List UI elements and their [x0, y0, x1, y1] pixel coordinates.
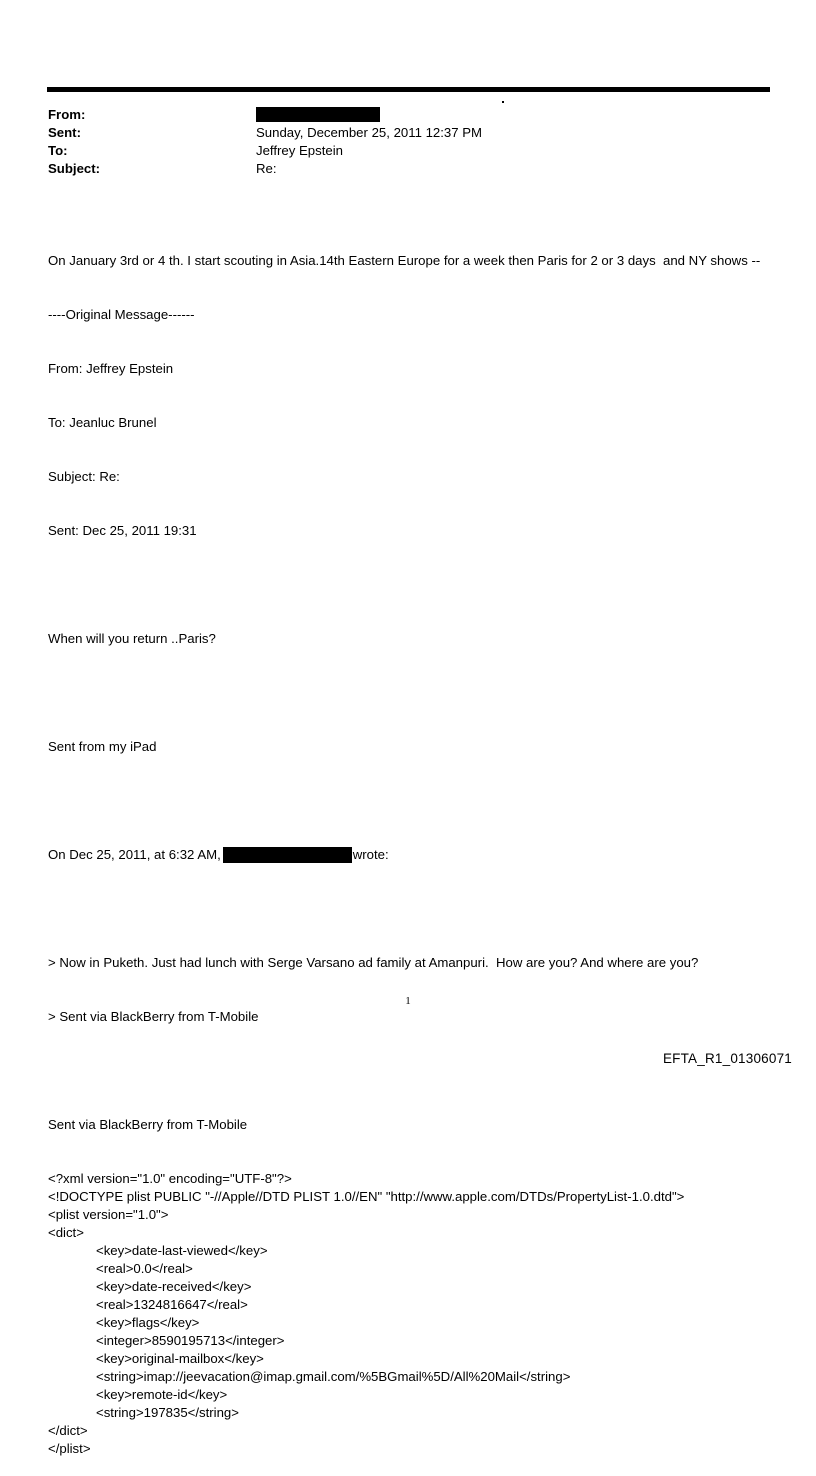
question-line: When will you return ..Paris? — [48, 631, 216, 646]
to-row — [48, 142, 768, 160]
from-row — [48, 106, 768, 124]
original-from: From: Jeffrey Epstein — [48, 361, 174, 376]
page-number: 1 — [405, 995, 411, 1007]
to-label: To: — [48, 143, 68, 158]
plist-line: <!DOCTYPE plist PUBLIC "-//Apple//DTD PLIST 1.0//EN" "http://www.apple.com/DTDs/PropertyList-1.0.dtd"> — [48, 1189, 685, 1204]
ipad-signature: Sent from my iPad — [48, 739, 157, 754]
plist-block — [48, 1170, 788, 1458]
plist-line: <real>0.0</real> — [96, 1261, 193, 1276]
plist-line: </dict> — [48, 1423, 88, 1438]
wrote-line — [48, 846, 788, 864]
quoted-line: > Now in Puketh. Just had lunch with Serge Varsano ad family at Amanpuri. How are you? And where are you? — [48, 955, 699, 970]
email-body — [48, 216, 788, 1476]
subject-value: Re: — [256, 161, 277, 176]
blackberry-signature: Sent via BlackBerry from T-Mobile — [48, 1117, 248, 1132]
email-header — [48, 106, 768, 178]
wrote-prefix: On Dec 25, 2011, at 6:32 AM, — [48, 847, 221, 862]
plist-line: <key>date-received</key> — [96, 1279, 252, 1294]
plist-line: <key>original-mailbox</key> — [96, 1351, 264, 1366]
plist-line: <key>remote-id</key> — [96, 1387, 228, 1402]
sent-label: Sent: — [48, 125, 81, 140]
from-label: From: — [48, 107, 86, 122]
plist-line: <real>1324816647</real> — [96, 1297, 248, 1312]
plist-line: <key>flags</key> — [96, 1315, 200, 1330]
wrote-suffix: wrote: — [352, 847, 389, 862]
original-sent: Sent: Dec 25, 2011 19:31 — [48, 523, 197, 538]
redaction-from-sender — [256, 107, 380, 122]
quoted-line: > Sent via BlackBerry from T-Mobile — [48, 1009, 259, 1024]
subject-label: Subject: — [48, 161, 101, 176]
original-subject: Subject: Re: — [48, 469, 120, 484]
plist-line: </plist> — [48, 1441, 91, 1456]
bates-number: EFTA_R1_01306071 — [662, 1051, 792, 1066]
sent-row — [48, 124, 768, 142]
plist-line: <string>197835</string> — [96, 1405, 239, 1420]
redaction-sender-name — [223, 847, 352, 863]
subject-row — [48, 160, 768, 178]
plist-line: <?xml version="1.0" encoding="UTF-8"?> — [48, 1171, 292, 1186]
plist-line: <string>imap://jeevacation@imap.gmail.com/%5BGmail%5D/All%20Mail</string> — [96, 1369, 571, 1384]
plist-line: <key>date-last-viewed</key> — [96, 1243, 268, 1258]
header-rule — [47, 87, 770, 92]
plist-line: <plist version="1.0"> — [48, 1207, 169, 1222]
original-message-marker: ----Original Message------ — [48, 307, 195, 322]
stray-mark — [502, 101, 504, 103]
plist-line: <integer>8590195713</integer> — [96, 1333, 285, 1348]
original-to: To: Jeanluc Brunel — [48, 415, 157, 430]
sent-value: Sunday, December 25, 2011 12:37 PM — [256, 125, 483, 140]
reply-text: On January 3rd or 4 th. I start scouting in Asia.14th Eastern Europe for a week then Paris for 2 or 3 days and NY shows -- — [48, 253, 761, 268]
plist-line: <dict> — [48, 1225, 84, 1240]
to-value: Jeffrey Epstein — [256, 143, 343, 158]
